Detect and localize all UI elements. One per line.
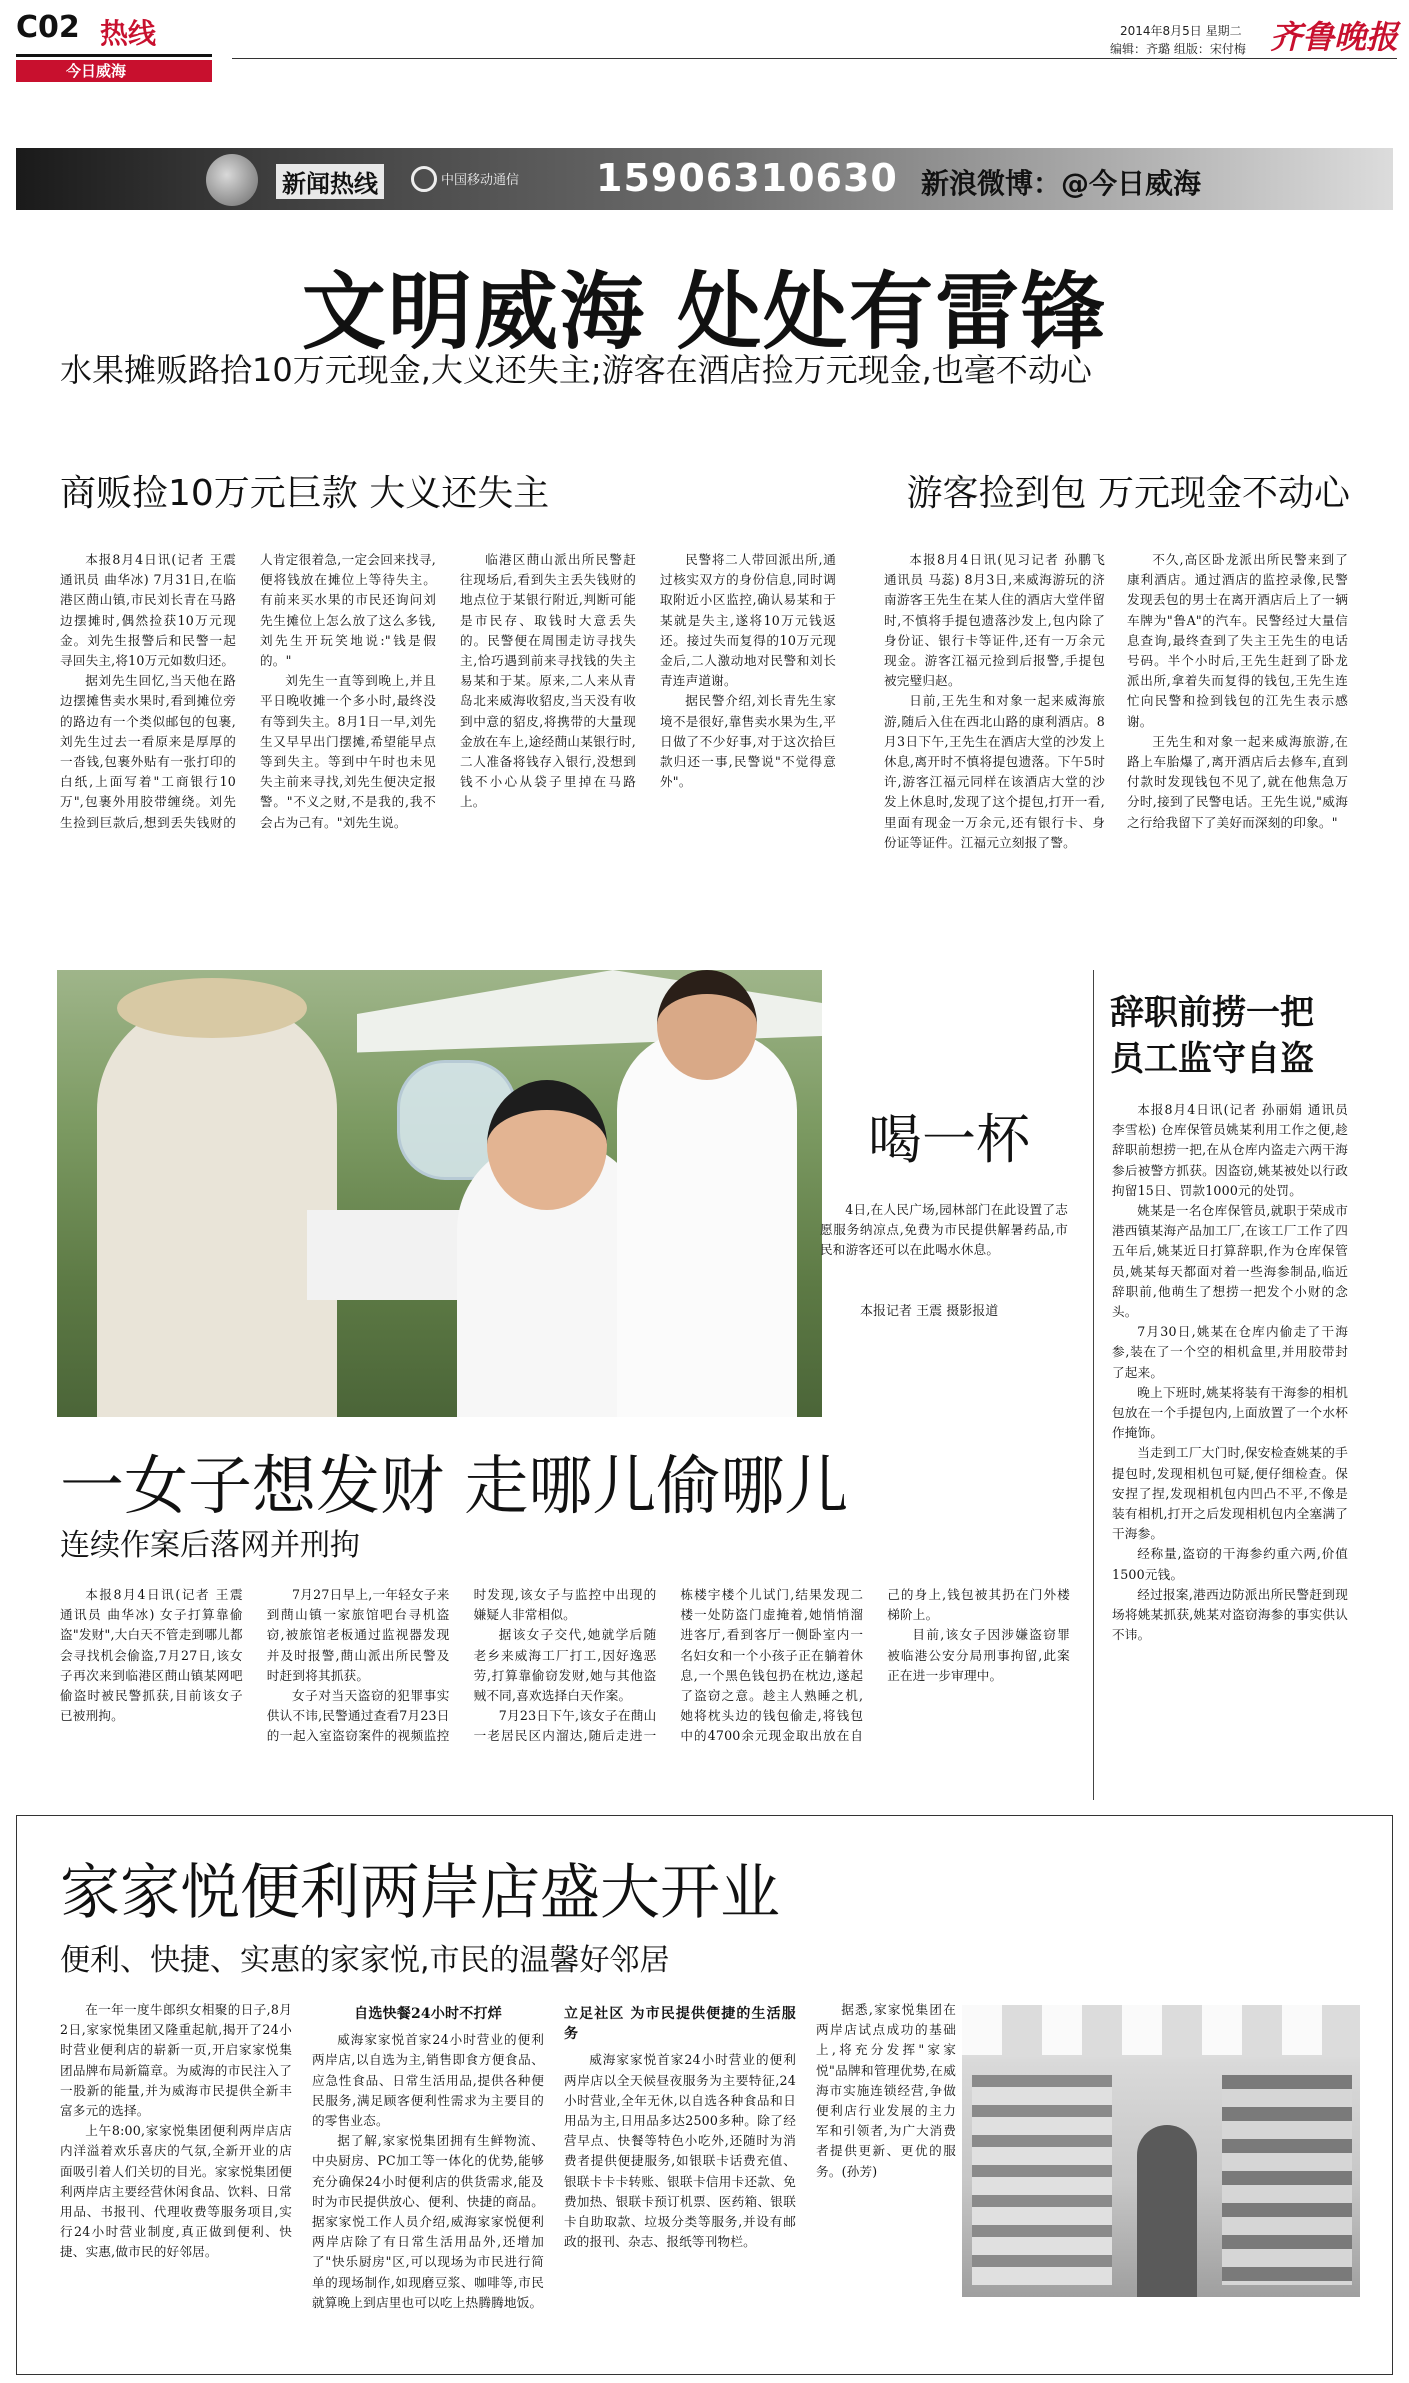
paragraph: 刘先生一直等到晚上,并且平日晚收摊一个多小时,最终没有等到失主。8月1日一早,刘先生又早早出门摆摊,希望能早点等到失主。等到中午时也未见失主前来寻找,刘先生便决定报警。"不义之财,不是我的,我不会占为己有。"刘先生说。 [260,673,436,830]
ad-body-col3 [564,2000,796,2360]
ceiling-lights [962,2005,1360,2055]
shopper-figure [1137,2125,1197,2297]
paragraph: 本报8月4日讯(记者 王震 通讯员 曲华冰) 7月31日,在临港区蔄山镇,市民刘长青在马路边摆摊时,偶然捡获10万元现金。刘先生报警后和民警一起寻回失主,将10万元如数归还。 [60,552,236,669]
paragraph: 在一年一度牛郎织女相聚的日子,8月2日,家家悦集团又隆重起航,揭开了24小时营业便利店的崭新一页,开启家家悦集团品牌布局新篇章。为威海的市民注入了一股新的能量,并为威海市民提供全新丰富多元的选择。 [60,2002,292,2119]
editor-line: 编辑：齐璐 组版：宋付梅 [1110,42,1246,56]
feature-headline: 喝一杯 [868,1108,1030,1171]
mobile-logo-icon [411,166,437,192]
section-underline [16,54,212,57]
paragraph: 日前,王先生和对象一起来威海旅游,随后入住在西北山路的康利酒店。8月3日下午,王先生在酒店大堂的沙发上休息,离开时不慎将提包遗落。下午5时许,游客江福元同样在该酒店大堂的沙发上休息时,发现了这个提包,打开一看,里面有现金一万余元,还有银行卡、身份证等证件。江福元立刻报了警。 [884,693,1105,850]
woman-head [657,970,757,1080]
store-photo [962,2005,1360,2297]
story1-body [60,550,836,934]
paragraph: 据了解,家家悦集团拥有生鲜物流、中央厨房、PC加工等一体化的优势,能够充分确保24小时便利店的供货需求,能及时为市民提供放心、便利、快捷的商品。据家家悦工作人员介绍,威海家家悦便利两岸店除了有日常生活用品外,还增加了"快乐厨房"区,可以现场为市民进行简单的现场制作,如现磨豆浆、咖啡等,市民就算晚上到店里也可以吃上热腾腾地饭。 [312,2133,544,2310]
ad-body-col2 [312,2000,544,2360]
paragraph: 目前,该女子因涉嫌盗窃罪被临港公安分局刑事拘留,此案正在进一步审理中。 [887,1627,1070,1683]
paragraph: 本报8月4日讯(见习记者 孙鹏飞 通讯员 马蕊) 8月3日,来威海游玩的济南游客王先生在某人住的酒店大堂伴留时,不慎将手提包遗落沙发上,包内除了身份证、银行卡等证件,还有一万余元现金。游客江福元捡到后报警,手提包被完璧归赵。 [884,552,1105,689]
ad-subtitle-2: 立足社区 为市民提供便捷的生活服务 [564,2006,796,2043]
paragraph: 本报8月4日讯(记者 王震 通讯员 曲华冰) 女子打算靠偷盗"发财",大白天不管走到哪儿都会寻找机会偷盗,7月27日,该女子再次来到临港区蔄山镇某网吧偷盗时被民警抓获,目前该女子已被刑拘。 [60,1587,243,1724]
page-header [0,0,1409,82]
paragraph: 王先生和对象一起来威海旅游,在路上车胎爆了,离开酒店后去修车,直到付款时发现钱包不见了,就在他焦急万分时,接到了民警电话。王先生说,"威海之行给我留下了美好而深刻的印象。" [1127,733,1348,830]
ad-subtitle-1: 自选快餐24小时不打烊 [354,2006,502,2022]
paragraph: 据刘先生回忆,当天他在路边摆摊售卖水果时,看到摊位旁的路边有一个类似邮包的包裹,刘先生过去一看原来是厚厚的一沓钱,包裹外贴有一张打印的白纸,上面写着"工商银行10万",包裹外用胶带缠绕。刘先生捡到巨款后,想到丢失钱财的人肯定很着急,一定会回来找寻,便将钱放在摊位上等待失主。有前来买水果的市民还询问刘先生摊位上怎么放了这么多钱,刘先生开玩笑地说:"钱是假的。" [60,552,436,830]
section-title: 热线 [100,17,157,50]
story4-subhead: 连续作案后落网并刑拘 [60,1528,360,1563]
paragraph: 不久,高区卧龙派出所民警来到了康利酒店。通过酒店的监控录像,民警发现丢包的男士在离开酒店后上了一辆车牌为"鲁A"的汽车。民警经过大量信息查询,最终查到了失主王先生的电话号码。半个小时后,王先生赶到了卧龙派出所,拿着失而复得的钱包,王先生连忙向民警和捡到钱包的江先生表示感谢。 [1127,552,1348,729]
story3-headline-line1 [1110,990,1350,1082]
paragraph: 经称量,盗窃的干海参约重六两,价值1500元钱。 [1112,1546,1348,1582]
paragraph: 当走到工厂大门时,保安检查姚某的手提包时,发现相机包可疑,便仔细检查。保安捏了捏,发现相机包内凹凸不平,不像是装有相机,打开之后发现相机包内全塞满了干海参。 [1112,1445,1348,1542]
page-code: C02 [16,10,80,45]
paragraph: 临港区蔄山派出所民警赶往现场后,看到失主丢失钱财的地点位于某银行附近,判断可能是市民存、取钱时大意丢失的。民警便在周围走访寻找失主,恰巧遇到前来寻找钱的失主易某和于某。原来,二人来从青岛北来威海收貂皮,当天没有收到中意的貂皮,将携带的大量现金放在车上,途经蔄山某银行时,二人准备将钱存入银行,没想到钱不小心从袋子里掉在马路上。 [460,552,636,810]
banner-label: 新闻热线 [276,164,384,199]
shelf-right [1222,2075,1352,2285]
paragraph: 据该女子交代,她就学后随老乡来威海工厂打工,因好逸恶劳,打算靠偷窃发财,她与其他盗贼不同,喜欢选择白天作案。 [473,1627,657,1704]
ad-body-col4 [816,2000,956,2300]
banner-weibo: 新浪微博：@今日威海 [921,167,1202,200]
banner-phone: 15906310630 [596,156,898,200]
paragraph: 本报8月4日讯(记者 孙丽娟 通讯员 李雪松) 仓库保管员姚某利用工作之便,趁辞职前想捞一把,在从仓库内盗走六两干海参后被警方抓获。因盗窃,姚某被处以行政拘留15日、罚款1000元的处罚。 [1112,1102,1348,1198]
paragraph: 据悉,家家悦集团在两岸店试点成功的基础上,将充分发挥"家家悦"品牌和管理优势,在威海市实施连锁经营,争做便利店行业发展的主力军和引领者,为广大消费者提供更新、更优的服务。(孙芳) [816,2002,956,2179]
ad-headline: 家家悦便利两岸店盛大开业 [60,1858,780,1928]
paragraph: 女子对当天盗窃的犯罪事实供认不讳,民警通过查看7月23日的一起入室盗窃案件的视频监控时发现,该女子与监控中出现的嫌疑人非常相似。 [266,1587,657,1744]
lead-subhead: 水果摊贩路拾10万元现金,大义还失主;游客在酒店捡万元现金,也毫不动心 [60,351,1092,389]
hat-shape [117,978,307,1038]
banner-sponsor: 中国移动通信 [441,173,520,188]
paragraph: 威海家家悦首家24小时营业的便利两岸店,以自选为主,销售即食方便食品、应急性食品、日常生活用品,提供各种便民服务,满足顾客便利性需求为主要目的的零售业态。 [312,2032,544,2129]
paragraph: 民警将二人带回派出所,通过核实双方的身份信息,同时调取附近小区监控,确认易某和于某就是失主,遂将10万元钱返还。接过失而复得的10万元现金后,二人激动地对民警和刘长青连声道谢。 [660,552,836,689]
paragraph: 上午8:00,家家悦集团便利两岸店店内洋溢着欢乐喜庆的气氛,全新开业的店面吸引着人们关切的目光。家家悦集团便利两岸店主要经营休闲食品、饮料、日常用品、书报刊、代理收费等服务项目,实行24小时营业制度,真正做到便利、快捷、实惠,做市民的好邻居。 [60,2123,292,2260]
paragraph: 7月23日下午,该女子在蔄山一老居民区内溜达,随后走进一栋楼宇楼个儿试门,结果发现二楼一处防盗门虚掩着,她悄悄溜进客厅,看到客厅一侧卧室内一名妇女和一个小孩子正在躺着休息,一个黑色钱包扔在枕边,遂起了盗窃之意。趁主人熟睡之机,她将枕头边的钱包偷走,将钱包中的4700余元现金取出放在自己的身上,钱包被其扔在门外楼梯阶上。 [473,1587,1070,1744]
feature-photo [57,970,822,1417]
paragraph: 据民警介绍,刘长青先生家境不是很好,靠售卖水果为生,平日做了不少好事,对于这次拾巨款归还一事,民警说"不觉得意外"。 [660,693,836,790]
ad-body-col1 [60,2000,292,2360]
date-line: 2014年8月5日 星期二 [1120,24,1242,38]
story4-body [60,1585,1070,1785]
paragraph: 晚上下班时,姚某将装有干海参的相机包放在一个手提包内,上面放置了一个水杯作掩饰。 [1112,1384,1348,1441]
shelf-left [972,2075,1112,2285]
masthead-logo: 齐鲁晚报 [1270,18,1399,56]
paragraph: 姚某是一名仓库保管员,就职于荣成市港西镇某海产品加工厂,在该工厂工作了四五年后,姚某近日打算辞职,作为仓库保管员,姚某每天都面对着一些海参制品,临近辞职前,他萌生了想捞一把发个小财的念头。 [1112,1203,1348,1320]
story3-body [1112,1100,1348,1820]
boy-head [487,1080,607,1210]
hotline-banner [16,148,1393,210]
feature-caption: 4日,在人民广场,园林部门在此设置了志愿服务纳凉点,免费为市民提供解暑药品,市民和游客还可以在此喝水休息。 [820,1202,1068,1258]
paragraph: 经过报案,港西边防派出所民警赶到现场将姚某抓获,姚某对盗窃海参的事实供认不讳。 [1112,1586,1348,1643]
volunteer-figure [97,1000,337,1417]
paragraph: 7月27日早上,一年轻女子来到蔄山镇一家旅馆吧台寻机盗窃,被旅馆老板通过监视器发现并及时报警,蔄山派出所民警及时赶到将其抓获。 [266,1587,450,1683]
subsection-tab [16,60,212,82]
ad-subhead: 便利、快捷、实惠的家家悦,市民的温馨好邻居 [60,1943,670,1978]
phoenix-logo-icon [206,154,258,206]
story1-headline: 商贩捡10万元巨款 大义还失主 [60,473,550,514]
story2-headline: 游客捡到包 万元现金不动心 [906,473,1350,514]
paragraph: 7月30日,姚某在仓库内偷走了干海参,装在了一个空的相机盒里,并用胶带封了起来。 [1112,1324,1348,1380]
woman-figure [617,1030,797,1417]
story2-body [884,550,1348,934]
header-rule [232,58,1397,59]
subsection-label: 今日威海 [66,62,127,80]
feature-credit: 本报记者 王震 摄影报道 [860,1304,999,1319]
story3-headline: 辞职前捞一把 员工监守自盗 [1110,993,1314,1079]
sidebar-divider [1093,970,1094,1800]
story4-headline: 一女子想发财 走哪儿偷哪儿 [60,1450,849,1524]
lead-headline: 文明威海 处处有雷锋 [301,263,1108,361]
paragraph: 威海家家悦首家24小时营业的便利两岸店以全天候昼夜服务为主要特征,24小时营业,全年无休,以自选各种食品和日用品为主,日用品多达2500多种。除了经营早点、快餐等特色小吃外,还随时为消费者提供便捷服务,如银联卡话费充值、银联卡卡卡转账、银联卡信用卡还款、免费加热、银联卡预订机票、医药箱、银联卡自助取款、垃圾分类等服务,并设有邮政的报刊、杂志、报纸等刊物栏。 [564,2052,796,2250]
